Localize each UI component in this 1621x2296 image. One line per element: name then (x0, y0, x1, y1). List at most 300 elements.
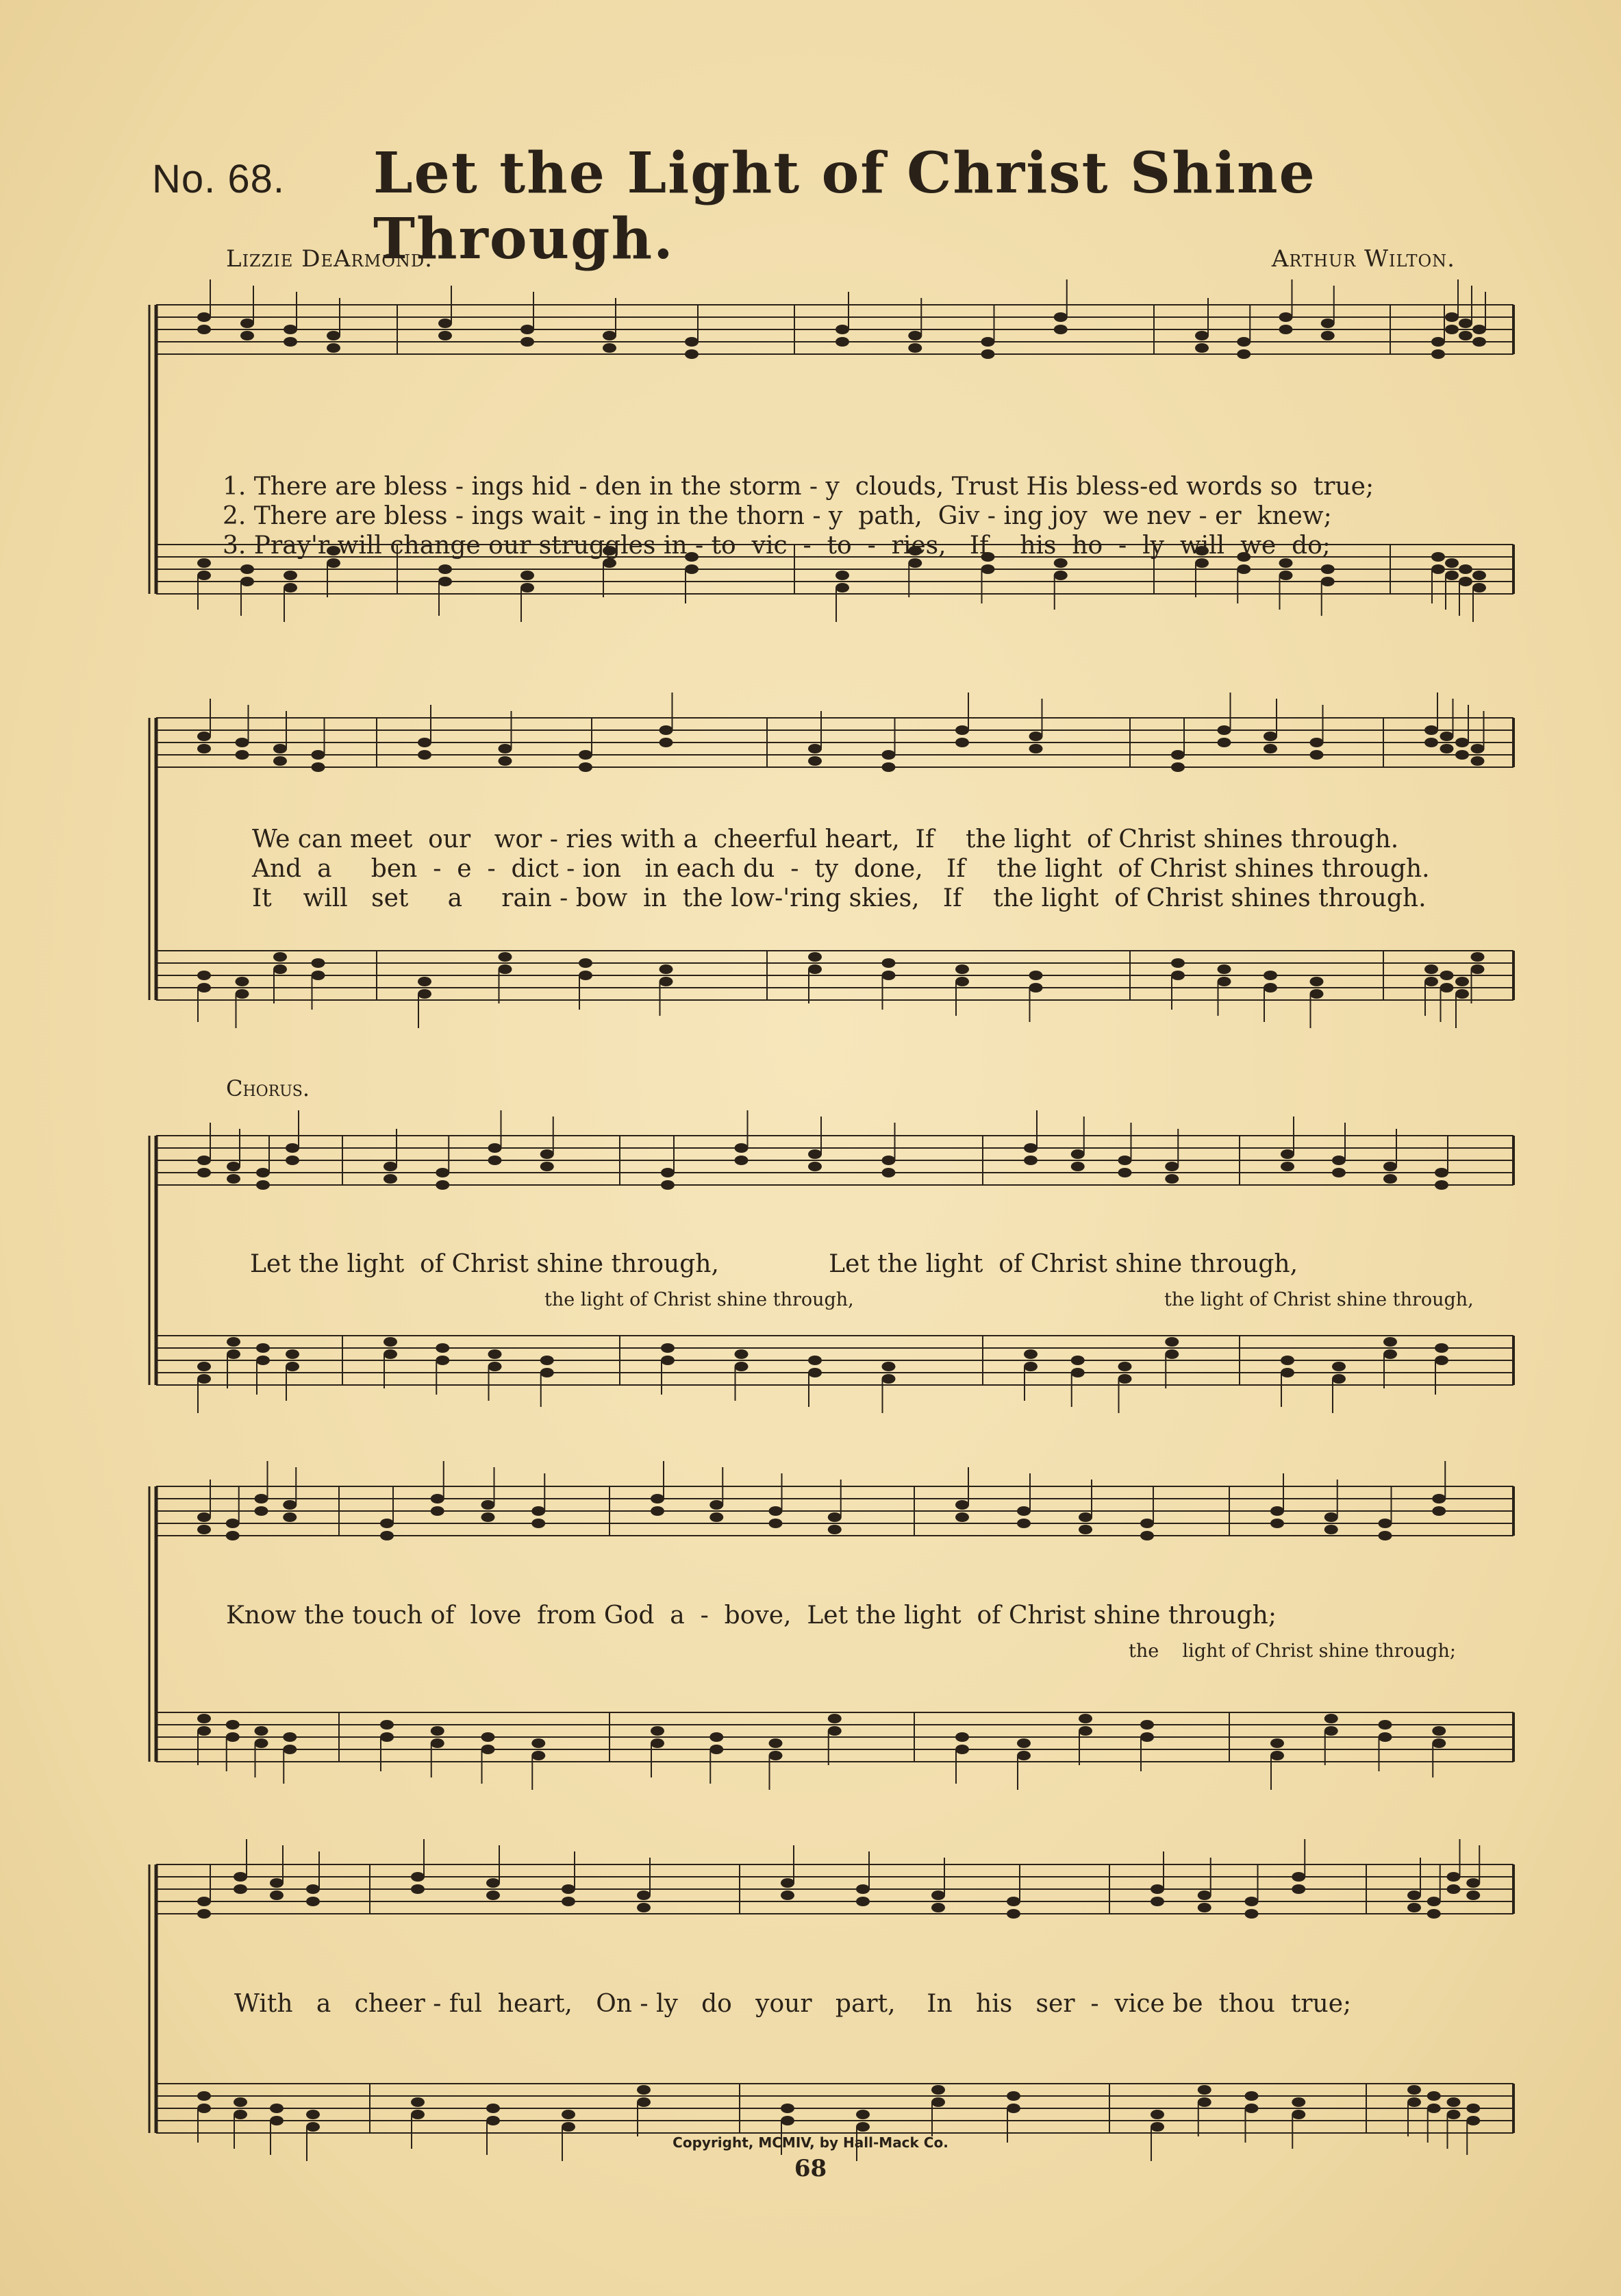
note-head (955, 964, 969, 974)
note-head (808, 1356, 822, 1365)
note-head (431, 1494, 444, 1503)
note-head (1270, 1751, 1284, 1760)
note-head (197, 732, 211, 741)
note-head (499, 756, 512, 766)
note-head (1118, 1374, 1132, 1384)
note-head (270, 2116, 284, 2125)
note-head (286, 1156, 299, 1165)
note-head (808, 1368, 822, 1377)
note-head (835, 571, 849, 580)
note-head (769, 1738, 783, 1748)
note-head (1431, 564, 1445, 574)
note-head (240, 319, 254, 328)
note-head (1424, 977, 1438, 986)
note-head (1151, 2122, 1164, 2132)
copyright-notice: Copyright, MCMIV, by Hall-Mack Co. (673, 2134, 948, 2151)
note-head (438, 564, 452, 574)
note-head (882, 1362, 896, 1371)
note-head (1195, 558, 1209, 568)
note-head (1310, 750, 1324, 760)
note-head (1432, 1726, 1446, 1736)
note-head (1079, 1726, 1092, 1736)
note-head (781, 2104, 794, 2113)
note-head (486, 2104, 500, 2113)
note-head (197, 2091, 211, 2101)
note-head (284, 583, 297, 592)
note-head (1079, 1525, 1092, 1534)
note-head (1427, 2091, 1441, 2101)
note-head (197, 971, 211, 980)
note-head (808, 756, 822, 766)
note-head (284, 325, 297, 334)
note-head (227, 1174, 240, 1184)
note-head (256, 1180, 270, 1190)
note-head (931, 1903, 945, 1912)
note-head (1447, 1872, 1461, 1882)
note-head (1017, 1519, 1031, 1528)
note-head (540, 1356, 554, 1365)
note-head (955, 738, 969, 747)
note-head (1195, 343, 1209, 353)
note-head (637, 1903, 651, 1912)
note-head (327, 331, 340, 340)
note-head (685, 337, 699, 347)
note-head (438, 577, 452, 586)
note-heads (197, 312, 1486, 2132)
note-head (1321, 564, 1335, 574)
note-head (603, 331, 616, 340)
note-head (488, 1143, 502, 1153)
note-head (1455, 750, 1469, 760)
note-head (306, 2122, 320, 2132)
note-head (1435, 1168, 1448, 1177)
note-head (856, 1884, 870, 1894)
note-head (1472, 337, 1486, 347)
note-head (808, 964, 822, 974)
note-head (1466, 2116, 1480, 2125)
note-head (1151, 2110, 1164, 2119)
note-head (1198, 1903, 1211, 1912)
note-head (481, 1512, 495, 1522)
note-head (808, 1162, 822, 1171)
note-head (1165, 1349, 1179, 1359)
note-head (438, 331, 452, 340)
note-head (1024, 1156, 1038, 1165)
note-head (197, 1714, 211, 1723)
page-number: 68 (794, 2155, 827, 2182)
note-head (531, 1519, 545, 1528)
note-head (256, 1343, 270, 1353)
note-head (1264, 744, 1277, 753)
note-head (1071, 1356, 1085, 1365)
note-head (411, 1872, 425, 1882)
note-head (1407, 1903, 1421, 1912)
hymn-title: Let the Light of Christ Shine Through. (373, 140, 1316, 272)
note-head (306, 1897, 320, 1906)
note-head (808, 1149, 822, 1159)
note-head (1270, 1738, 1284, 1748)
note-head (1332, 1362, 1346, 1371)
note-head (431, 1738, 444, 1748)
note-head (1447, 2097, 1461, 2107)
note-head (380, 1732, 394, 1742)
note-head (856, 2110, 870, 2119)
note-head (1054, 558, 1068, 568)
note-head (270, 2104, 284, 2113)
note-head (908, 558, 922, 568)
note-head (197, 571, 211, 580)
note-head (1024, 1349, 1038, 1359)
note-head (1198, 2085, 1211, 2095)
note-head (520, 337, 534, 347)
note-head (908, 331, 922, 340)
note-head (1427, 1897, 1441, 1906)
note-head (808, 744, 822, 753)
note-head (240, 331, 254, 340)
note-head (1017, 1751, 1031, 1760)
note-head (1324, 1512, 1338, 1522)
note-head (651, 1726, 664, 1736)
note-head (651, 1738, 664, 1748)
chorus-line-3: With a cheer - ful heart, On - ly do your part, In his ser - vice be thou true; (234, 1990, 1352, 2018)
note-head (1165, 1162, 1179, 1171)
note-head (709, 1512, 723, 1522)
note-head (562, 2110, 575, 2119)
note-head (1332, 1156, 1346, 1165)
note-head (659, 977, 673, 986)
note-head (411, 2097, 425, 2107)
note-head (1379, 1720, 1392, 1730)
note-head (685, 564, 699, 574)
note-head (1427, 2104, 1441, 2113)
note-head (835, 337, 849, 347)
note-head (981, 337, 995, 347)
note-head (1017, 1738, 1031, 1748)
note-head (835, 325, 849, 334)
note-head (1447, 1884, 1461, 1894)
note-head (1432, 1738, 1446, 1748)
note-head (380, 1519, 394, 1528)
note-head (769, 1519, 783, 1528)
note-head (520, 571, 534, 580)
note-head (284, 337, 297, 347)
note-head (418, 750, 431, 760)
note-head (1431, 349, 1445, 359)
note-head (481, 1500, 495, 1510)
note-head (234, 1872, 247, 1882)
note-head (1445, 571, 1459, 580)
note-head (540, 1149, 554, 1159)
verse-3-line-2: It will set a rain - bow in the low-'ring skies, If the light of Christ shines through. (252, 884, 1427, 912)
note-head (955, 1512, 969, 1522)
note-head (685, 349, 699, 359)
note-head (255, 1738, 268, 1748)
note-head (562, 1884, 575, 1894)
note-head (1279, 571, 1293, 580)
note-head (1151, 1884, 1164, 1894)
note-head (955, 1500, 969, 1510)
note-head (1332, 1374, 1346, 1384)
note-head (306, 2110, 320, 2119)
note-head (273, 964, 287, 974)
note-head (661, 1356, 675, 1365)
note-head (197, 2104, 211, 2113)
lyricist-credit: Lizzie DeArmond. (226, 245, 433, 273)
note-head (418, 977, 431, 986)
note-head (1140, 1732, 1154, 1742)
note-head (1321, 331, 1335, 340)
note-head (226, 1519, 240, 1528)
note-head (1292, 1872, 1305, 1882)
note-head (312, 958, 325, 968)
note-head (236, 977, 249, 986)
note-head (562, 1897, 575, 1906)
note-head (312, 971, 325, 980)
note-head (486, 1891, 500, 1900)
note-head (1445, 312, 1459, 322)
note-head (637, 2085, 651, 2095)
note-head (908, 343, 922, 353)
note-head (603, 343, 616, 353)
note-head (1432, 1506, 1446, 1516)
note-head (709, 1732, 723, 1742)
note-head (1029, 732, 1043, 741)
note-head (1029, 744, 1043, 753)
note-head (286, 1143, 299, 1153)
note-head (1459, 577, 1472, 586)
note-head (1383, 1174, 1397, 1184)
note-head (540, 1162, 554, 1171)
note-head (1324, 1525, 1338, 1534)
note-head (1471, 952, 1485, 962)
note-head (1171, 750, 1185, 760)
note-head (1245, 1909, 1259, 1919)
note-head (306, 1884, 320, 1894)
note-head (931, 2097, 945, 2107)
note-head (197, 312, 211, 322)
note-head (1321, 577, 1335, 586)
note-head (808, 952, 822, 962)
note-head (579, 958, 592, 968)
note-head (226, 1732, 240, 1742)
note-head (856, 2122, 870, 2132)
note-head (1281, 1162, 1294, 1171)
note-head (769, 1751, 783, 1760)
note-head (273, 744, 287, 753)
note-head (1024, 1362, 1038, 1371)
note-head (531, 1738, 545, 1748)
note-head (955, 977, 969, 986)
note-head (255, 1506, 268, 1516)
note-head (1379, 1531, 1392, 1540)
note-head (1471, 744, 1485, 753)
note-head (226, 1720, 240, 1730)
note-head (1466, 2104, 1480, 2113)
note-head (1140, 1531, 1154, 1540)
note-head (197, 1909, 211, 1919)
note-head (286, 1349, 299, 1359)
note-head (637, 2097, 651, 2107)
note-head (1447, 2110, 1461, 2119)
note-head (312, 762, 325, 772)
note-head (1440, 983, 1454, 993)
hymn-number: No. 68. (152, 157, 285, 201)
note-head (781, 1878, 794, 1888)
note-head (1079, 1512, 1092, 1522)
note-head (1472, 571, 1486, 580)
note-head (1424, 738, 1438, 747)
note-head (1435, 1343, 1448, 1353)
note-head (1383, 1162, 1397, 1171)
note-head (955, 1732, 969, 1742)
note-head (1237, 564, 1251, 574)
note-head (1171, 762, 1185, 772)
note-head (540, 1368, 554, 1377)
note-head (1292, 2097, 1305, 2107)
note-head (1054, 325, 1068, 334)
note-head (882, 750, 896, 760)
note-head (1007, 1897, 1020, 1906)
note-head (436, 1180, 449, 1190)
chorus-label: Chorus. (226, 1075, 310, 1101)
note-head (197, 1525, 211, 1534)
note-head (1445, 558, 1459, 568)
note-head (1440, 971, 1454, 980)
note-head (240, 577, 254, 586)
note-head (411, 2110, 425, 2119)
note-head (1281, 1368, 1294, 1377)
note-head (1324, 1726, 1338, 1736)
note-head (1151, 1897, 1164, 1906)
note-head (1427, 1909, 1441, 1919)
verse-1-line-1: 1. There are bless - ings hid - den in the storm - y clouds, Trust His bless-ed words so true; (223, 473, 1374, 501)
note-head (236, 989, 249, 999)
note-head (197, 1512, 211, 1522)
note-head (197, 1156, 211, 1165)
note-head (1472, 583, 1486, 592)
note-head (499, 964, 512, 974)
note-head (981, 564, 995, 574)
note-head (499, 952, 512, 962)
note-head (1118, 1362, 1132, 1371)
note-head (256, 1168, 270, 1177)
note-head (499, 744, 512, 753)
note-head (1171, 971, 1185, 980)
note-head (1455, 738, 1469, 747)
staff-systems (149, 279, 1513, 2161)
note-head (1264, 971, 1277, 980)
note-head (284, 571, 297, 580)
note-head (781, 1891, 794, 1900)
note-head (197, 1726, 211, 1736)
note-head (1310, 989, 1324, 999)
note-head (488, 1362, 502, 1371)
note-head (659, 738, 673, 747)
note-head (735, 1143, 749, 1153)
note-head (651, 1494, 664, 1503)
note-head (1455, 989, 1469, 999)
note-head (1459, 564, 1472, 574)
note-head (1383, 1337, 1397, 1347)
note-head (488, 1156, 502, 1165)
note-head (735, 1156, 749, 1165)
note-head (1332, 1168, 1346, 1177)
note-head (1007, 1909, 1020, 1919)
note-head (735, 1362, 749, 1371)
note-head (283, 1500, 297, 1510)
note-head (286, 1362, 299, 1371)
note-head (411, 1884, 425, 1894)
note-head (197, 1168, 211, 1177)
note-head (1171, 958, 1185, 968)
note-head (1237, 337, 1251, 347)
note-head (197, 983, 211, 993)
note-head (1431, 552, 1445, 562)
note-head (531, 1506, 545, 1516)
note-head (769, 1506, 783, 1516)
note-head (1324, 1714, 1338, 1723)
verse-2-line-1: 2. There are bless - ings wait - ing in the thorn - y path, Giv - ing joy we nev - er knew; (223, 502, 1332, 530)
note-head (1218, 738, 1231, 747)
note-head (256, 1356, 270, 1365)
note-head (380, 1531, 394, 1540)
note-head (1264, 983, 1277, 993)
note-head (1118, 1168, 1132, 1177)
note-head (1245, 2091, 1259, 2101)
note-head (270, 1891, 284, 1900)
note-head (431, 1726, 444, 1736)
note-head (481, 1732, 495, 1742)
note-head (661, 1343, 675, 1353)
note-head (1445, 325, 1459, 334)
note-head (981, 349, 995, 359)
chorus-echo-1: the light of Christ shine through, (544, 1289, 854, 1310)
chorus-line-2: Know the touch of love from God a - bove, Let the light of Christ shine through; (226, 1601, 1277, 1630)
note-head (197, 325, 211, 334)
note-head (520, 583, 534, 592)
note-head (197, 1362, 211, 1371)
note-head (234, 1884, 247, 1894)
note-head (283, 1745, 297, 1754)
note-head (1466, 1891, 1480, 1900)
note-head (579, 750, 592, 760)
note-head (659, 725, 673, 735)
note-head (327, 558, 340, 568)
note-head (1435, 1356, 1448, 1365)
note-head (234, 2097, 247, 2107)
note-head (835, 583, 849, 592)
note-head (486, 2116, 500, 2125)
note-head (1165, 1337, 1179, 1347)
note-head (1279, 312, 1293, 322)
note-head (1472, 325, 1486, 334)
note-head (882, 971, 896, 980)
note-head (709, 1745, 723, 1754)
note-head (1198, 2097, 1211, 2107)
note-head (384, 1174, 397, 1184)
note-head (486, 1878, 500, 1888)
note-head (1054, 571, 1068, 580)
note-head (1165, 1174, 1179, 1184)
note-head (197, 1374, 211, 1384)
chorus-echo-2: the light of Christ shine through, (1164, 1289, 1474, 1310)
note-head (931, 2085, 945, 2095)
note-head (236, 738, 249, 747)
note-head (1279, 558, 1293, 568)
note-head (1195, 331, 1209, 340)
note-head (828, 1714, 842, 1723)
note-head (418, 738, 431, 747)
